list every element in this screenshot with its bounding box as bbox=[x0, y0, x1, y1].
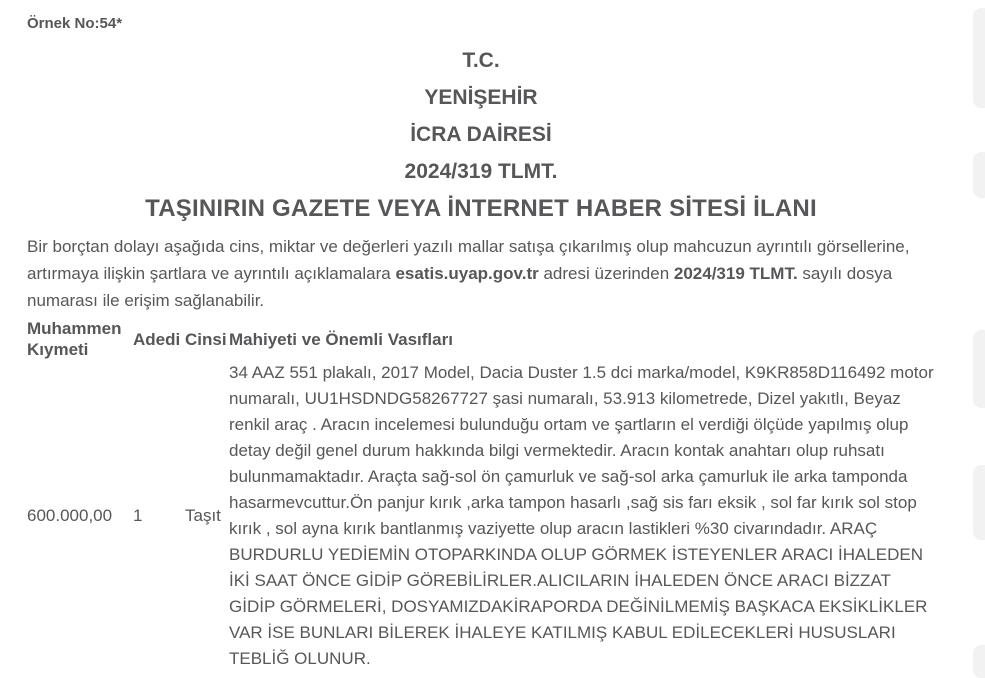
intro-text-2: adresi üzerinden bbox=[538, 264, 674, 283]
document-title: TAŞINIRIN GAZETE VEYA İNTERNET HABER SİTESİ İLANI bbox=[145, 195, 817, 222]
col-header-adedi: Adedi bbox=[133, 329, 181, 349]
header-line-file-number: 2024/319 TLMT. bbox=[404, 160, 558, 183]
intro-text-1: Bir borçtan dolayı aşağıda cins, miktar ve değerleri yazılı mallar satışa çıkarılmış olup mahcuzun ayrıntılı görsellerine, artırmaya ilişkin şartlara ve ayrıntılı açıklamalara bbox=[27, 237, 910, 283]
court-header bbox=[27, 42, 935, 190]
header-line-tc: T.C. bbox=[462, 49, 500, 72]
right-edge-pill bbox=[973, 465, 985, 540]
right-edge-pill bbox=[973, 152, 985, 198]
col-header-muhammen-kiymeti: Muhammen Kıymeti bbox=[27, 319, 122, 359]
right-edge-pill bbox=[973, 645, 985, 678]
cell-muhammen-kiymeti: 600.000,00 bbox=[27, 506, 113, 525]
cell-cinsi: Taşıt bbox=[185, 506, 221, 525]
table-row bbox=[27, 360, 935, 672]
intro-paragraph bbox=[27, 233, 935, 314]
file-number-text: 2024/319 TLMT. bbox=[673, 264, 798, 283]
col-header-cinsi: Cinsi bbox=[185, 329, 227, 349]
header-line-office: İCRA DAİRESİ bbox=[410, 123, 552, 146]
header-line-district: YENİŞEHİR bbox=[424, 86, 538, 109]
cell-adedi: 1 bbox=[133, 506, 143, 525]
right-edge-pill bbox=[973, 330, 985, 408]
form-sample-number: Örnek No:54* bbox=[27, 15, 123, 32]
cell-vehicle-description: 34 AAZ 551 plakalı, 2017 Model, Dacia Duster 1.5 dci marka/model, K9KR858D116492 motor numaralı, UU1HSDNDG58267727 şasi numaralı, 53.913 kilometrede, Dizel yakıtlı, Beyaz renkil araç . Aracın incelemesi bulunduğu ortam ve şartların el verdiği ölçüde yapılmış olup detay değil genel durum hakkında bilgi vermektedir. Aracın kontak anahtarı olup ruhsatı bulunmamaktadır. Araçta sağ-sol ön çamurluk ve sağ-sol arka çamurluk ile arka tamponda hasarmevcuttur.Ön panjur kırık ,arka tampon hasarlı ,sağ sis farı eksik , sol far kırık sol stop kırık , sol ayna kırık bantlanmış vaziyette olup aracın lastikleri %30 civarındadır. ARAÇ BURDURLU YEDİEMİN OTOPARKINDA OLUP GÖRMEK İSTEYENLER ARACI İHALEDEN İKİ SAAT ÖNCE GİDİP GÖREBİLİRLER.ALICILARIN İHALEDEN ÖNCE ARACI BİZZAT GİDİP GÖRMELERİ, DOSYAMIZDAKİRAPORDA DEĞİNİLMEMİŞ BAŞKACA EKSİKLİKLER VAR İSE BUNLARI BİLEREK İHALEYE KATILMIŞ KABUL EDİLECEKLERİ HUSUSLARI TEBLİĞ OLUNUR. bbox=[229, 363, 934, 668]
goods-table bbox=[27, 318, 935, 672]
intro-text-3: sayılı dosya numarası ile erişim sağlanabilir. bbox=[27, 264, 893, 310]
col-header-mahiyet: Mahiyeti ve Önemli Vasıfları bbox=[229, 329, 453, 349]
table-header-row bbox=[27, 318, 935, 360]
right-edge-pill bbox=[973, 8, 985, 108]
esatis-url-text: esatis.uyap.gov.tr bbox=[395, 264, 539, 283]
